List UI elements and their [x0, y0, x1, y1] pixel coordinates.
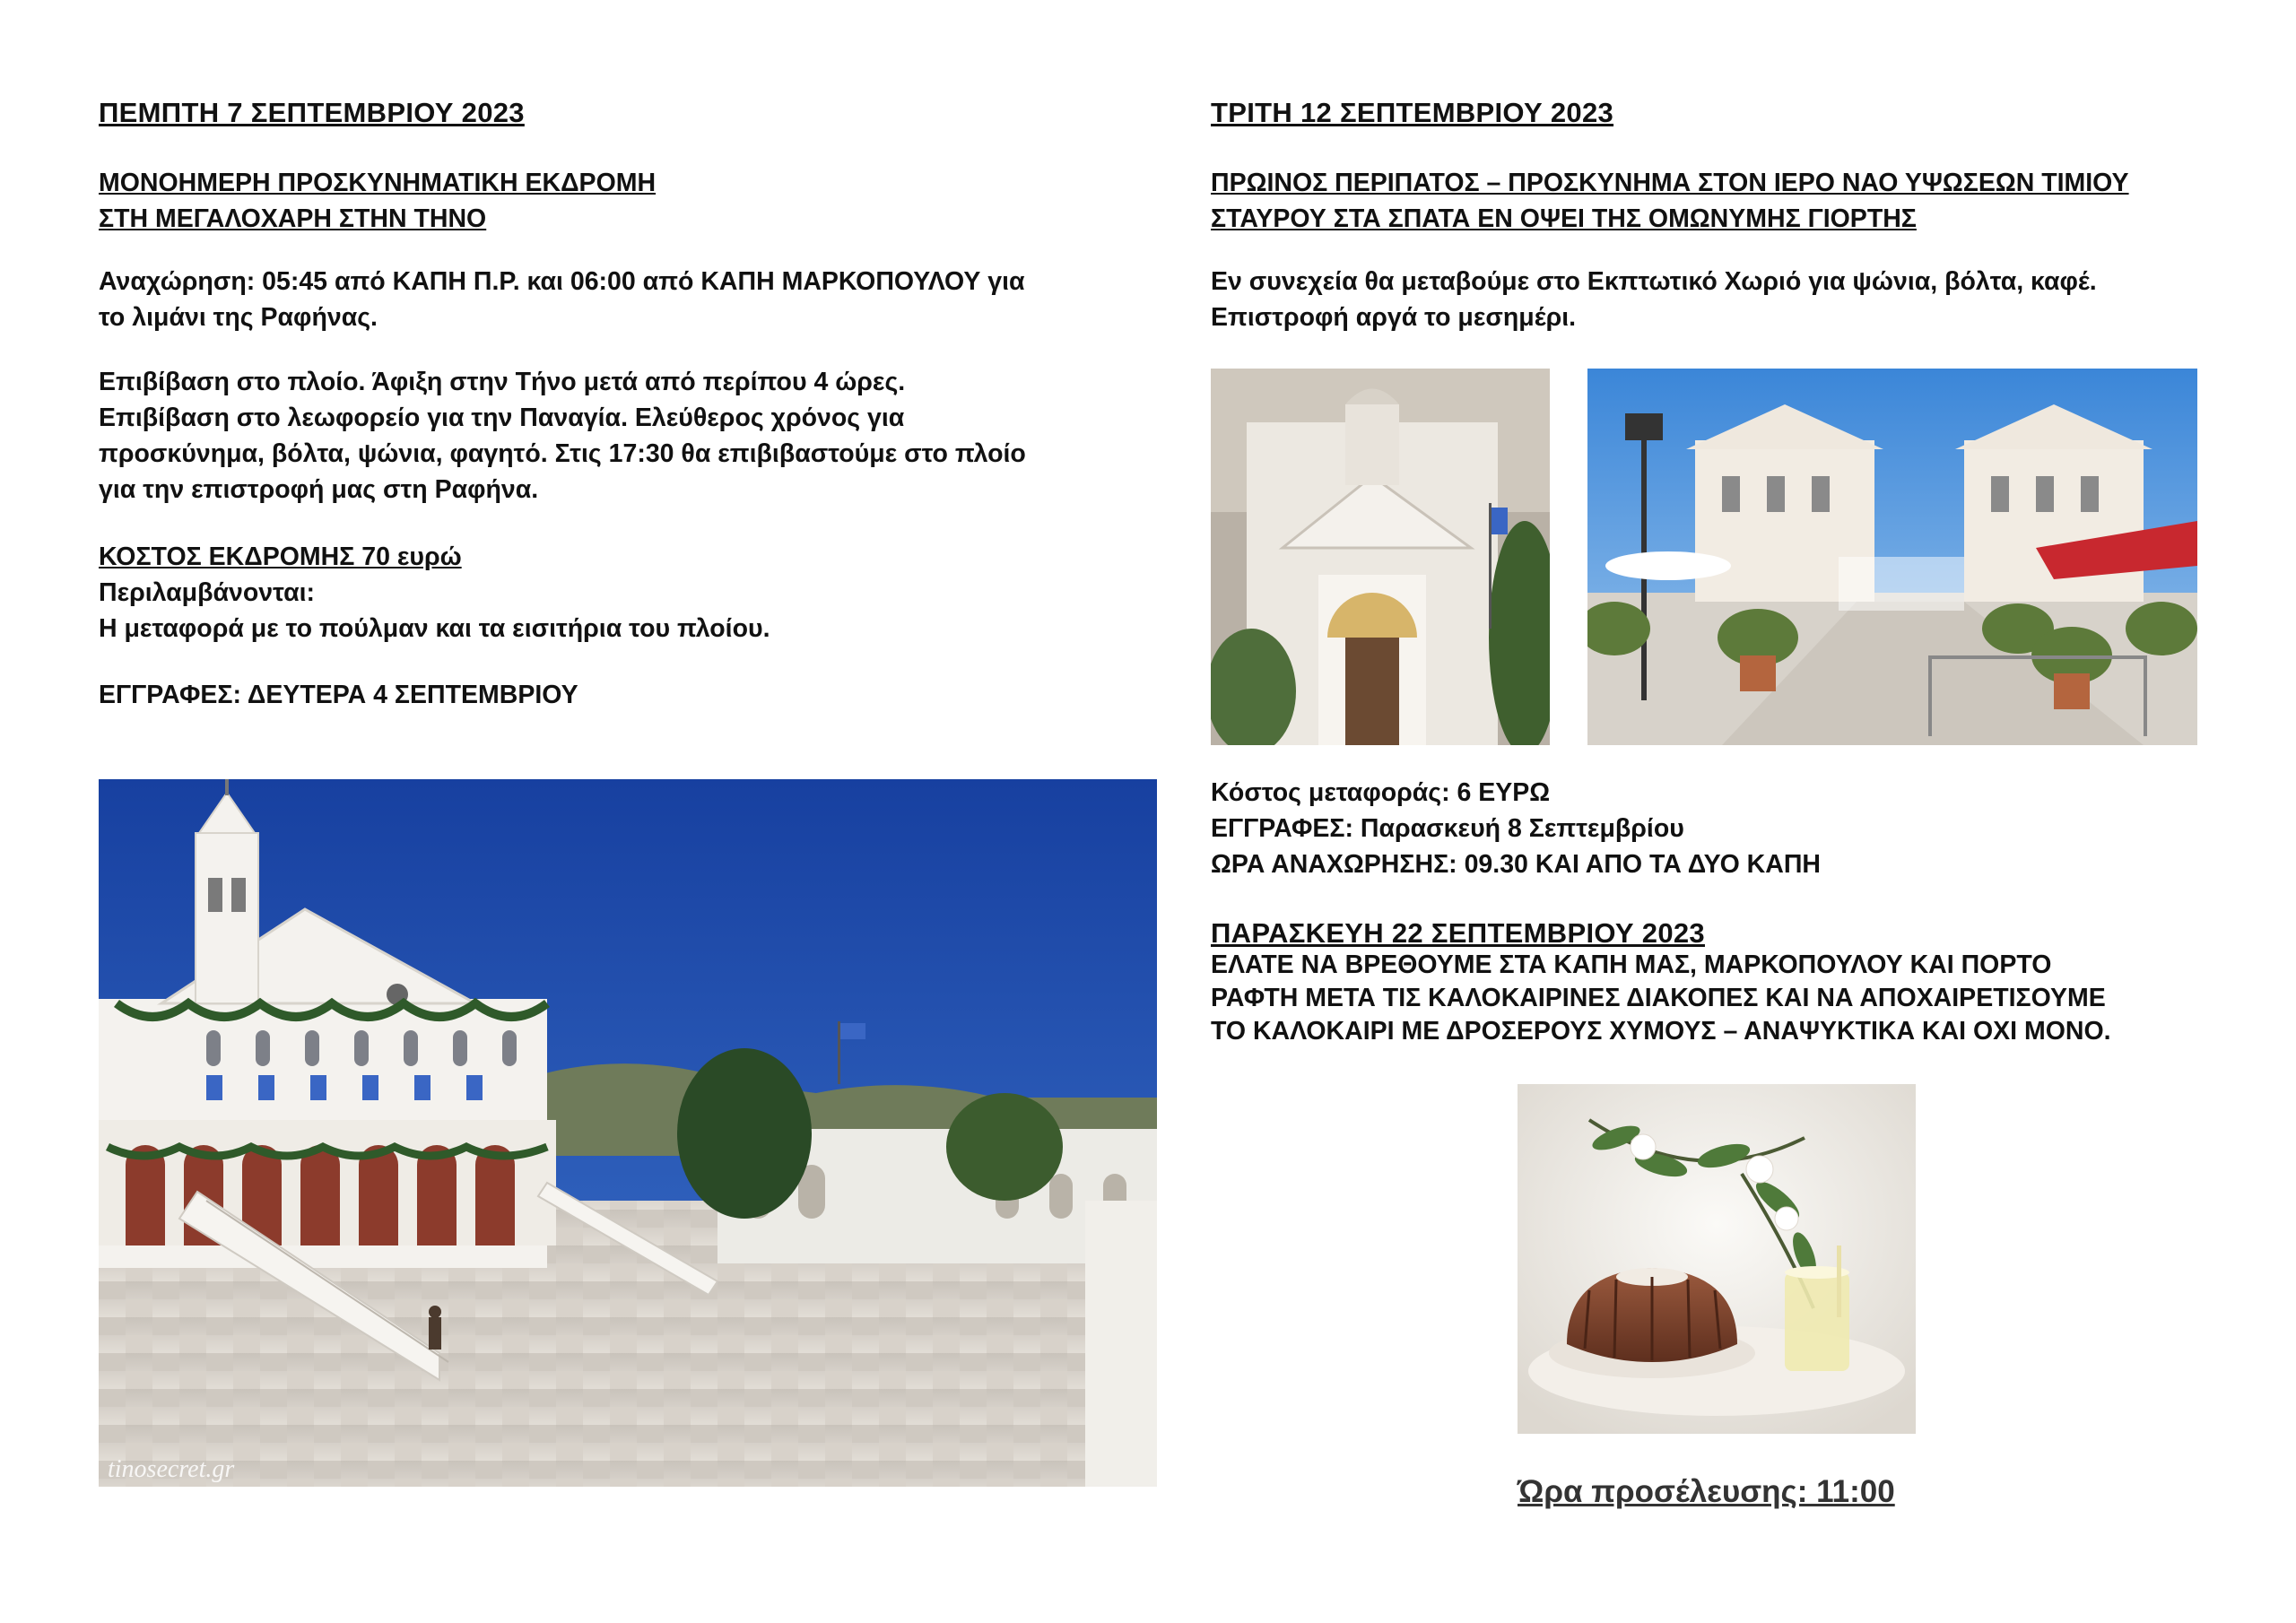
left-cost-block [99, 539, 770, 647]
right-intro-line: Επιστροφή αργά το μεσημέρι. [1211, 303, 1577, 332]
left-program-line: Επιβίβαση στο πλοίο. Άφιξη στην Τήνο μετά από περίπου 4 ώρες. [99, 368, 906, 396]
left-departure-line: το λιμάνι της Ραφήνας. [99, 303, 378, 332]
spata-church-photo [1211, 369, 1550, 745]
right-trip-title [1211, 165, 2129, 237]
left-trip-title [99, 165, 656, 237]
right-event2-date: ΠΑΡΑΣΚΕΥΗ 22 ΣΕΠΤΕΜΒΡΙΟΥ 2023 [1211, 917, 1705, 949]
cake-juice-photo [1518, 1084, 1916, 1434]
left-cost: ΚΟΣΤΟΣ ΕΚΔΡΟΜΗΣ 70 ευρώ [99, 542, 462, 571]
right-departure-time: ΩΡΑ ΑΝΑΧΩΡΗΣΗΣ: 09.30 ΚΑΙ ΑΠΟ ΤΑ ΔΥΟ ΚΑΠΗ [1211, 850, 1821, 879]
right-title-line: ΠΡΩΙΝΟΣ ΠΕΡΙΠΑΤΟΣ – ΠΡΟΣΚΥΝΗΜΑ ΣΤΟΝ ΙΕΡΟ ΝΑΟ ΥΨΩΣΕΩΝ ΤΙΜΙΟΥ [1211, 169, 2129, 197]
right-title-line: ΣΤΑΥΡΟΥ ΣΤΑ ΣΠΑΤΑ ΕΝ ΟΨΕΙ ΤΗΣ ΟΜΩΝΥΜΗΣ ΓΙΟΡΤΗΣ [1211, 204, 1917, 233]
left-included: Η μεταφορά με το πούλμαν και τα εισιτήρια του πλοίου. [99, 614, 770, 643]
photo-watermark: tinosecret.gr [108, 1455, 235, 1483]
right-date: ΤΡΙΤΗ 12 ΣΕΠΤΕΜΒΡΙΟΥ 2023 [1211, 97, 1614, 128]
outlet-village-photo [1587, 369, 2197, 745]
left-included-label: Περιλαμβάνονται: [99, 578, 315, 607]
right-event2-text [1211, 949, 2111, 1048]
left-program [99, 364, 1026, 508]
left-date: ΠΕΜΠΤΗ 7 ΣΕΠΤΕΜΒΡΙΟΥ 2023 [99, 97, 525, 128]
right-intro [1211, 264, 2097, 335]
left-title-line: ΣΤΗ ΜΕΓΑΛΟΧΑΡΗ ΣΤΗΝ ΤΗΝΟ [99, 204, 487, 233]
left-program-line: προσκύνημα, βόλτα, ψώνια, φαγητό. Στις 17:30 θα επιβιβαστούμε στο πλοίο [99, 439, 1026, 468]
right-event2-line: ΕΛΑΤΕ ΝΑ ΒΡΕΘΟΥΜΕ ΣΤΑ ΚΑΠΗ ΜΑΣ, ΜΑΡΚΟΠΟΥΛΟΥ ΚΑΙ ΠΟΡΤΟ [1211, 950, 2052, 979]
left-departure [99, 264, 1025, 335]
left-registration: ΕΓΓΡΑΦΕΣ: ΔΕΥΤΕΡΑ 4 ΣΕΠΤΕΜΒΡΙΟΥ [99, 681, 578, 709]
left-title-line: ΜΟΝΟΗΜΕΡΗ ΠΡΟΣΚΥΝΗΜΑΤΙΚΗ ΕΚΔΡΟΜΗ [99, 169, 657, 197]
left-program-line: Επιβίβαση στο λεωφορείο για την Παναγία. Ελεύθερος χρόνος για [99, 404, 905, 432]
right-event2-line: ΡΑΦΤΗ ΜΕΤΑ ΤΙΣ ΚΑΛΟΚΑΙΡΙΝΕΣ ΔΙΑΚΟΠΕΣ ΚΑΙ ΝΑ ΑΠΟΧΑΙΡΕΤΙΣΟΥΜΕ [1211, 984, 2106, 1012]
left-program-line: για την επιστροφή μας στη Ραφήνα. [99, 475, 539, 504]
tinos-church-photo [99, 779, 1157, 1487]
right-details [1211, 775, 1821, 882]
arrival-time: Ώρα προσέλευσης: 11:00 [1518, 1474, 1895, 1509]
right-transport-cost: Κόστος μεταφοράς: 6 ΕΥΡΩ [1211, 778, 1551, 807]
right-intro-line: Εν συνεχεία θα μεταβούμε στο Εκπτωτικό Χωριό για ψώνια, βόλτα, καφέ. [1211, 267, 2097, 296]
right-registration: ΕΓΓΡΑΦΕΣ: Παρασκευή 8 Σεπτεμβρίου [1211, 814, 1684, 843]
right-event2-line: ΤΟ ΚΑΛΟΚΑΙΡΙ ΜΕ ΔΡΟΣΕΡΟΥΣ ΧΥΜΟΥΣ – ΑΝΑΨΥΚΤΙΚΑ ΚΑΙ ΟΧΙ ΜΟΝΟ. [1211, 1017, 2111, 1046]
left-departure-line: Αναχώρηση: 05:45 από ΚΑΠΗ Π.Ρ. και 06:00 από ΚΑΠΗ ΜΑΡΚΟΠΟΥΛΟΥ για [99, 267, 1025, 296]
